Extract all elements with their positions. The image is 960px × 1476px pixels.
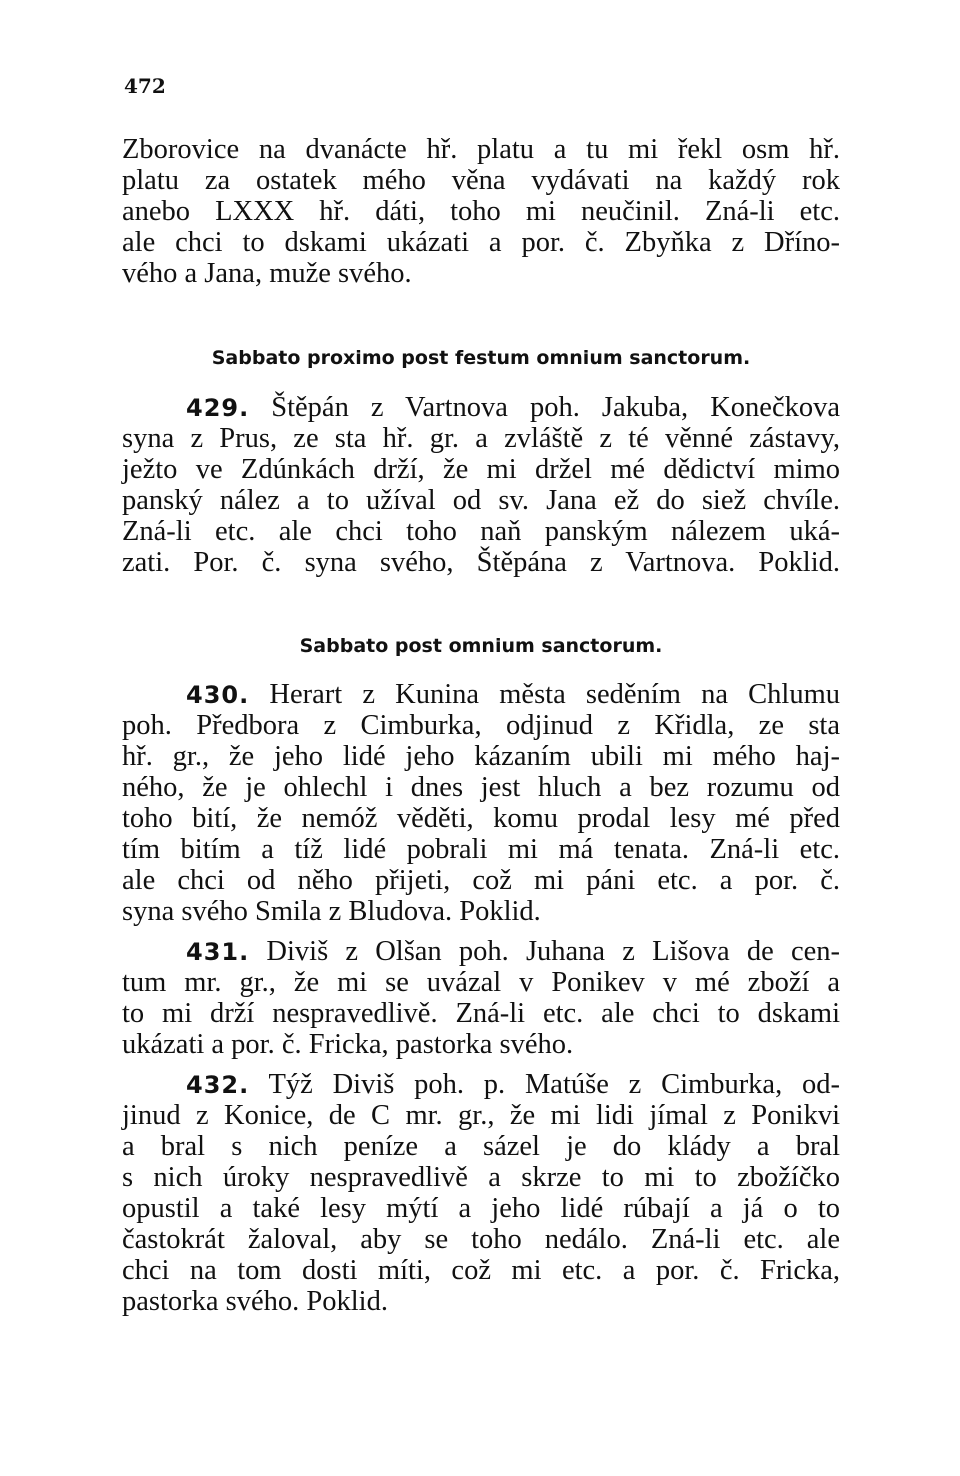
entry-first-line <box>186 937 840 967</box>
entry-first-line <box>186 680 840 710</box>
entry-number: 429. <box>186 394 250 422</box>
text-line: ukázati a por. č. Fricka, pastorka svého. <box>122 1029 574 1060</box>
page-number: 472 <box>124 74 166 98</box>
text-line: častokrát žaloval, aby se toho nedálo. Zná-li etc. ale <box>122 1224 840 1255</box>
text-line: s nich úroky nespravedlivě a skrze to mi to zbožíčko <box>122 1162 840 1193</box>
text-line: tum mr. gr., že mi se uvázal v Ponikev v mé zboží a <box>122 967 840 998</box>
text-line: panský nález a to užíval od sv. Jana ež do siež chvíle. <box>122 485 840 516</box>
text-line: jinud z Konice, de C mr. gr., že mi lidi jímal z Ponikvi <box>122 1100 840 1131</box>
entry-first-line <box>186 1070 840 1100</box>
text-line: toho bití, že nemóž věděti, komu prodal lesy mé před <box>122 803 840 834</box>
entry-number: 432. <box>186 1071 250 1099</box>
entry-text: Týž Diviš poh. p. Matúše z Cimburka, od- <box>249 1069 840 1100</box>
text-line: ného, že je ohlechl i dnes jest hluch a bez rozumu od <box>122 772 840 803</box>
text-line: Zná-li etc. ale chci toho naň panským nálezem uká- <box>122 516 840 547</box>
text-line: a bral s nich peníze a sázel je do klády a bral <box>122 1131 840 1162</box>
section-heading: Sabbato proximo post festum omnium sanctorum. <box>211 347 751 369</box>
text-line: platu za ostatek mého věna vydávati na každý rok <box>122 165 840 196</box>
text-line: syna z Prus, ze sta hř. gr. a zvláště z té věnné zástavy, <box>122 423 840 454</box>
entry-number: 431. <box>186 938 250 966</box>
entry-text: Štěpán z Vartnova poh. Jakuba, Konečkova <box>249 392 840 423</box>
text-line: to mi drží nespravedlivě. Zná-li etc. ale chci to dskami <box>122 998 840 1029</box>
text-line: tím bitím a tíž lidé pobrali mi má tenata. Zná-li etc. <box>122 834 840 865</box>
text-line: vého a Jana, muže svého. <box>122 258 412 289</box>
text-line: Zborovice na dvanácte hř. platu a tu mi řekl osm hř. <box>122 134 840 165</box>
text-line: ježto ve Zdúnkách drží, že mi držel mé dědictví mimo <box>122 454 840 485</box>
section-heading: Sabbato post omnium sanctorum. <box>299 635 663 657</box>
text-line: ale chci to dskami ukázati a por. č. Zbyňka z Dříno- <box>122 227 840 258</box>
text-line: hř. gr., že jeho lidé jeho kázaním ubili mi mého haj- <box>122 741 840 772</box>
entry-text: Herart z Kunina města seděním na Chlumu <box>249 679 840 710</box>
text-line: pastorka svého. Poklid. <box>122 1286 388 1317</box>
text-line: poh. Předbora z Cimburka, odjinud z Křidla, ze sta <box>122 710 840 741</box>
entry-text: Diviš z Olšan poh. Juhana z Lišova de cen- <box>249 936 840 967</box>
text-line: syna svého Smila z Bludova. Poklid. <box>122 896 541 927</box>
text-line: zati. Por. č. syna svého, Štěpána z Vartnova. Poklid. <box>122 547 840 578</box>
text-line: anebo LXXX hř. dáti, toho mi neučinil. Zná-li etc. <box>122 196 840 227</box>
text-line: opustil a také lesy mýtí a jeho lidé rúbají a já o to <box>122 1193 840 1224</box>
entry-first-line <box>186 393 840 423</box>
text-line: ale chci od něho přijeti, což mi páni etc. a por. č. <box>122 865 840 896</box>
text-line: chci na tom dosti míti, což mi etc. a por. č. Fricka, <box>122 1255 840 1286</box>
entry-number: 430. <box>186 681 250 709</box>
